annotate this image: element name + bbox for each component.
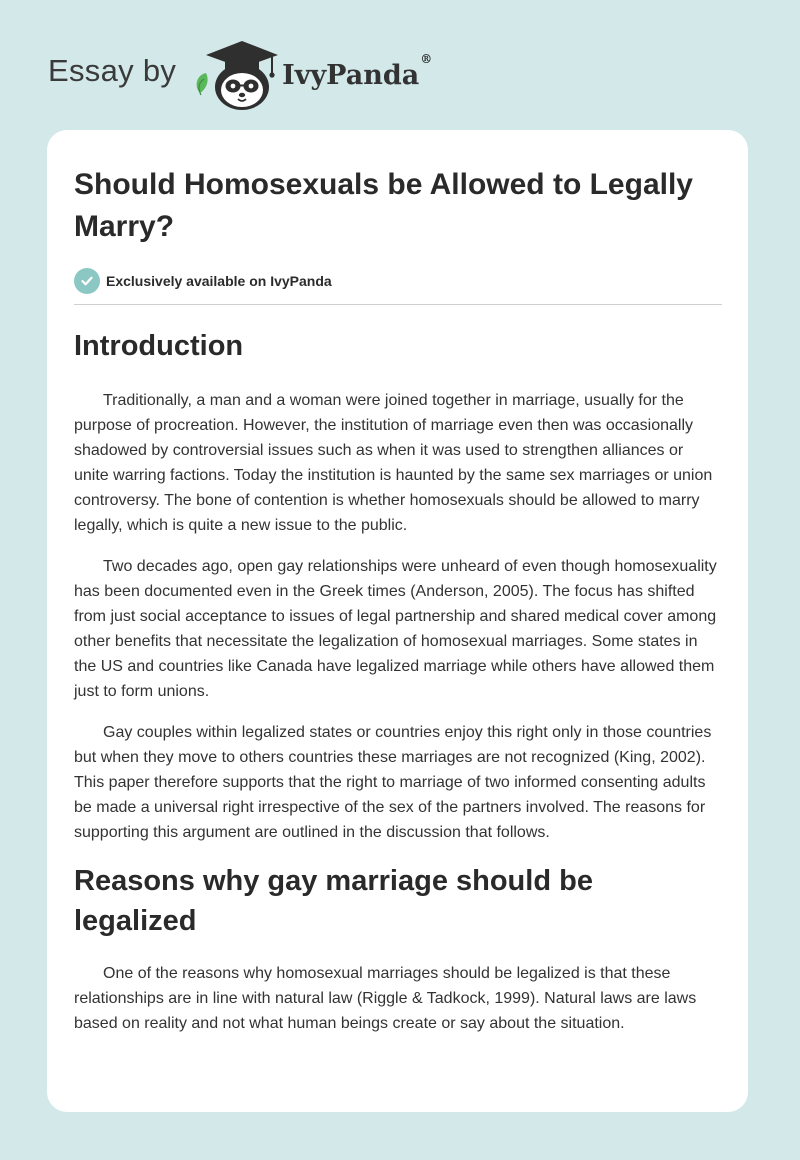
section-heading-reasons: Reasons why gay marriage should be legalized xyxy=(74,865,593,937)
brand-name-text: IvyPanda xyxy=(282,59,420,91)
check-icon xyxy=(74,268,100,294)
essay-card xyxy=(47,130,748,1112)
section-heading-introduction: Introduction xyxy=(74,330,244,362)
divider xyxy=(74,304,722,305)
paragraph: Gay couples within legalized states or countries enjoy this right only in those countries but when they move to others countries these marriages are not recognized (King, 2002). This paper therefore supports that the right to marriage of two informed consenting adults be made a universal right irrespective of the sex of the partners involved. The reasons for supporting this argument are outlined in the discussion that follows. xyxy=(74,724,712,841)
paragraph: Two decades ago, open gay relationships were unheard of even though homosexuality has been documented even in the Greek times (Anderson, 2005). The focus has shifted from just social acceptance to issues of legal partnership and shared medical cover among other benefits that necessitate the legalization of homosexual marriages. Some states in the US and countries like Canada have legalized marriage while others have allowed them just to form unions. xyxy=(74,558,717,700)
brand-name xyxy=(282,51,433,91)
brand-prefix: Essay by xyxy=(48,53,177,88)
essay-title: Should Homosexuals be Allowed to Legally Marry? xyxy=(74,168,693,243)
exclusive-label: Exclusively available on IvyPanda xyxy=(106,273,332,289)
paragraph: One of the reasons why homosexual marriages should be legalized is that these relationships are in line with natural law (Riggle & Tadkock, 1999). Natural laws are laws based on reality and not what human beings create or say about the situation. xyxy=(74,965,697,1032)
paragraph: Traditionally, a man and a woman were joined together in marriage, usually for the purpose of procreation. However, the institution of marriage even then was occasionally shadowed by controversial issues such as when it was used to strengthen alliances or unite warring factions. Today the institution is haunted by the same sex marriages or union controversy. The bone of contention is whether homosexuals should be allowed to marry legally, which is quite a new issue to the public. xyxy=(74,392,713,534)
registered-mark: ® xyxy=(420,51,433,66)
panda-logo-icon xyxy=(192,35,280,113)
exclusive-badge xyxy=(74,268,721,294)
brand-header[interactable] xyxy=(48,34,432,114)
